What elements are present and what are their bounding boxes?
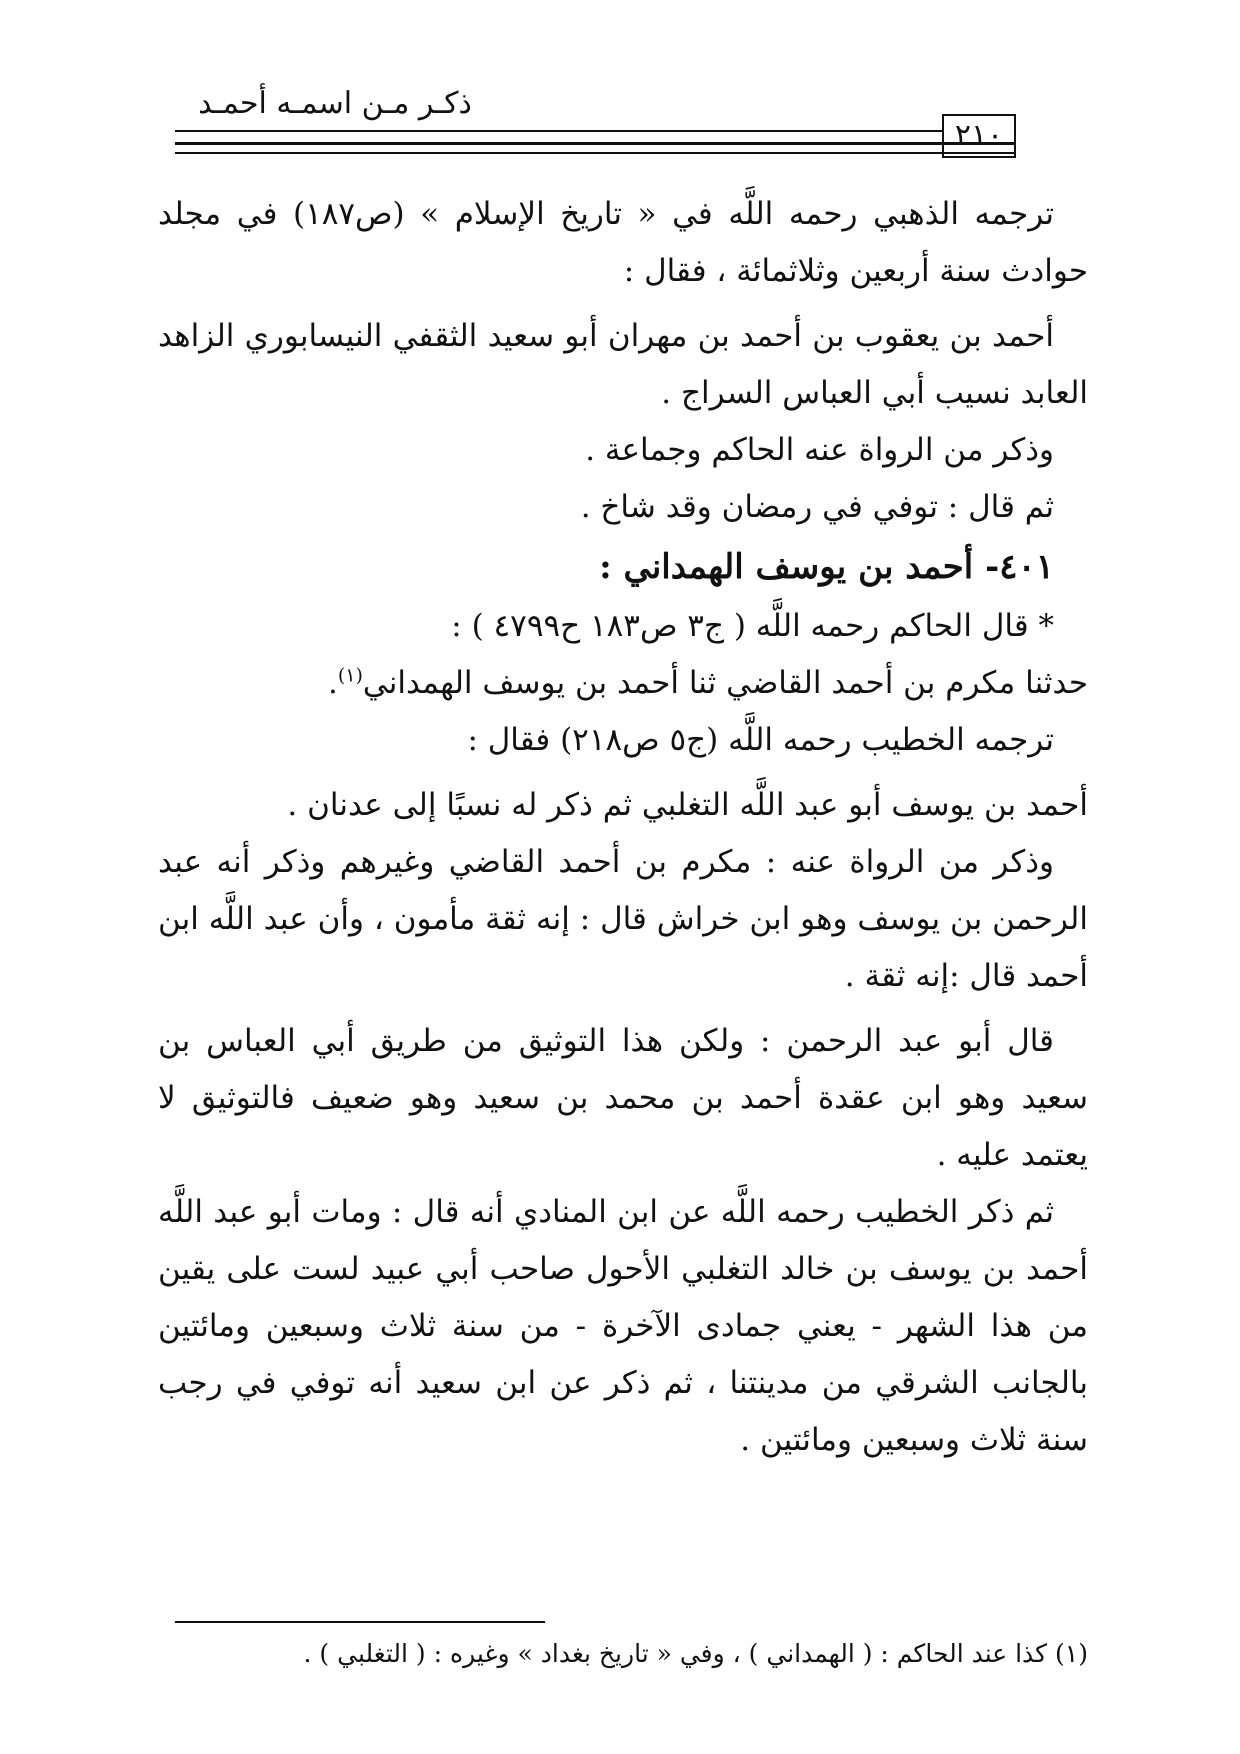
page-number: ٢١٠ bbox=[942, 114, 1016, 158]
header-rule-thick bbox=[175, 142, 1016, 145]
paragraph bbox=[158, 655, 1088, 712]
paragraph: ترجمه الذهبي رحمه اللَّه في « تاريخ الإسلام » (ص١٨٧) في مجلد حوادث سنة أربعين وثلاثمائة ، فقال : bbox=[158, 196, 1088, 289]
paragraph: ثم قال : توفي في رمضان وقد شاخ . bbox=[580, 489, 1054, 525]
entry-heading: ٤٠١- أحمد بن يوسف الهمداني : bbox=[599, 547, 1054, 587]
paragraph: أحمد بن يعقوب بن أحمد بن مهران أبو سعيد الثقفي النيسابوري الزاهد العابد نسيب أبي العباس السراج . bbox=[158, 318, 1088, 411]
footnote-rule bbox=[175, 1621, 545, 1623]
body-text bbox=[158, 186, 1088, 1469]
paragraph: ترجمه الخطيب رحمه اللَّه (ج٥ ص٢١٨) فقال : bbox=[467, 722, 1054, 758]
footnote: (١) كذا عند الحاكم : ( الهمداني ) ، وفي « تاريخ بغداد » وغيره : ( التغلبي ) . bbox=[303, 1639, 1088, 1668]
paragraph: قال أبو عبد الرحمن : ولكن هذا التوثيق من طريق أبي العباس بن سعيد وهو ابن عقدة أحمد بن محمد بن سعيد وهو ضعيف فالتوثيق لا يعتمد عليه . bbox=[158, 1023, 1088, 1173]
header-rule bbox=[175, 152, 1016, 154]
paragraph-text: حدثنا مكرم بن أحمد القاضي ثنا أحمد بن يوسف الهمداني bbox=[362, 665, 1088, 701]
paragraph: وذكر من الرواة عنه : مكرم بن أحمد القاضي وغيرهم وذكر أنه عبد الرحمن بن يوسف وهو ابن خراش قال : إنه ثقة مأمون ، وأن عبد اللَّه ابن أحمد قال :إنه ثقة . bbox=[158, 844, 1088, 994]
paragraph: وذكر من الرواة عنه الحاكم وجماعة . bbox=[585, 432, 1054, 468]
paragraph: أحمد بن يوسف أبو عبد اللَّه التغلبي ثم ذكر له نسبًا إلى عدنان . bbox=[287, 787, 1088, 823]
footnote-marker: (١) bbox=[337, 664, 363, 687]
running-title: ذكـر مـن اسمـه أحمـد bbox=[198, 86, 472, 121]
header-rule bbox=[175, 130, 942, 132]
paragraph: ثم ذكر الخطيب رحمه اللَّه عن ابن المنادي أنه قال : ومات أبو عبد اللَّه أحمد بن يوسف بن خالد التغلبي الأحول صاحب أبي عبيد لست على يقين من هذا الشهر - يعني جمادى الآخرة - من سنة ثلاث وسبعين ومائتين بالجانب الشرقي من مدينتنا ، ثم ذكر عن ابن سعيد أنه توفي في رجب سنة ثلاث وسبعين ومائتين . bbox=[158, 1194, 1088, 1458]
paragraph: * قال الحاكم رحمه اللَّه ( ج٣ ص١٨٣ ح٤٧٩٩ ) : bbox=[451, 608, 1054, 644]
paragraph-end: . bbox=[328, 665, 338, 701]
